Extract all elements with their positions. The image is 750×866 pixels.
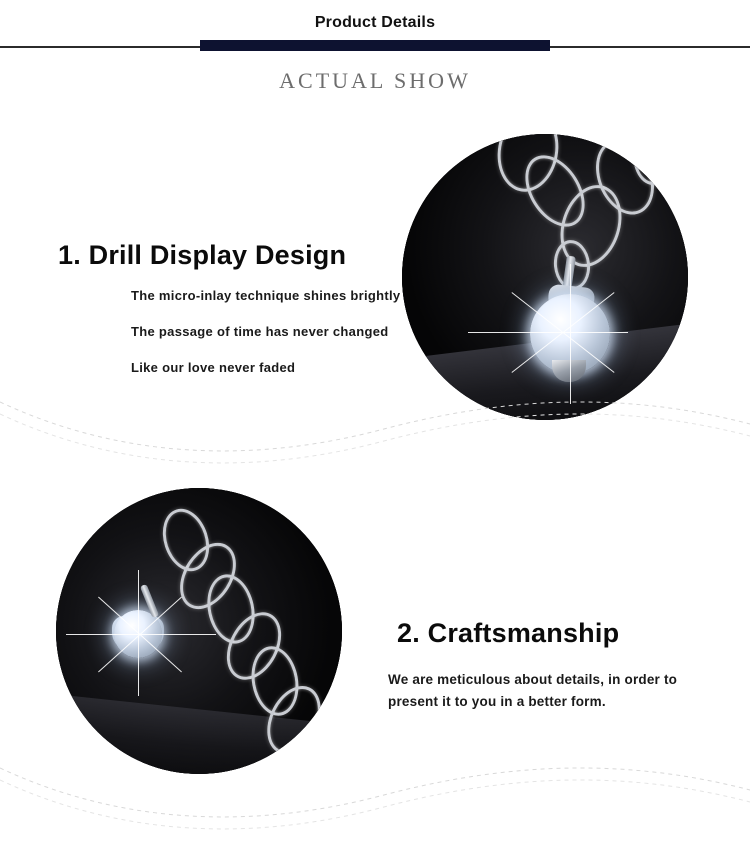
wave-divider — [0, 742, 750, 832]
sparkle-icon — [468, 332, 628, 333]
section-1-line: The micro-inlay technique shines brightly — [131, 288, 401, 303]
section-2-description — [388, 669, 724, 713]
page-title: Product Details — [314, 14, 436, 31]
header-accent-bar — [200, 40, 550, 51]
section-1-heading: 1. Drill Display Design — [58, 240, 347, 270]
product-photo-1 — [402, 134, 688, 420]
section-subtitle: ACTUAL SHOW — [279, 68, 471, 93]
section-1-line: Like our love never faded — [131, 360, 296, 375]
product-photo-2 — [56, 488, 342, 774]
section-2-heading: 2. Craftsmanship — [397, 618, 620, 648]
wave-divider — [0, 380, 750, 470]
section-1-line: The passage of time has never changed — [131, 324, 389, 339]
section-2-line: present it to you in a better form. — [388, 694, 606, 709]
page-header — [0, 0, 750, 60]
section-2-line: We are meticulous about details, in order to — [388, 672, 678, 687]
